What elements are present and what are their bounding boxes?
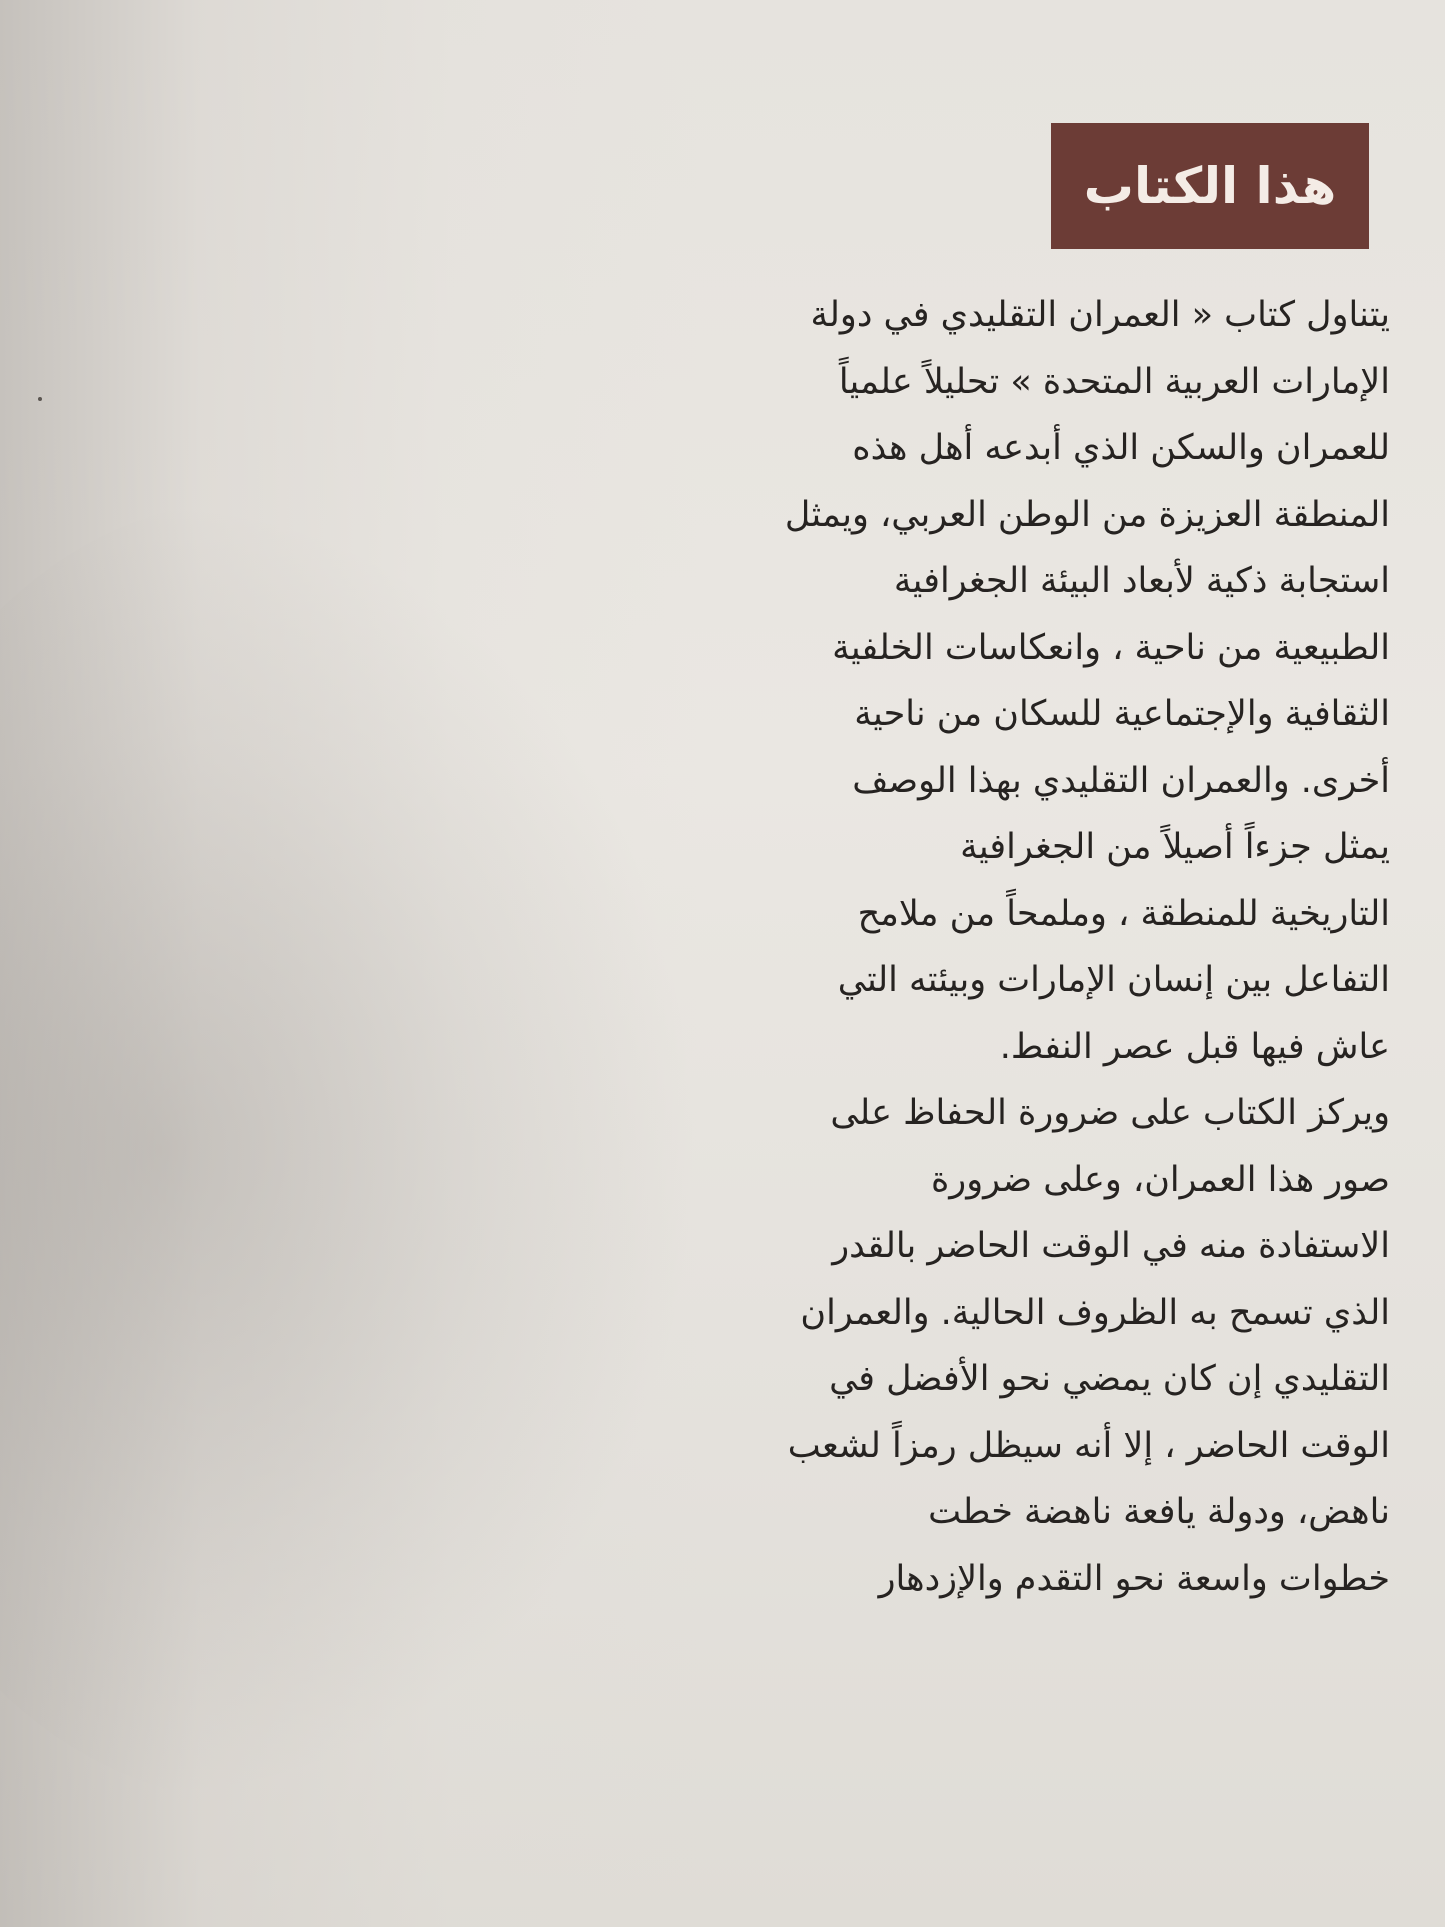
text-line: ويركز الكتاب على ضرورة الحفاظ على — [830, 1093, 1390, 1133]
text-line: الذي تسمح به الظروف الحالية. والعمران — [800, 1292, 1390, 1333]
body-paragraph — [760, 282, 1390, 1612]
paper-speck — [38, 397, 42, 401]
text-line: صور هذا العمران، وعلى ضرورة — [930, 1159, 1390, 1200]
text-line: يمثل جزءاً أصيلاً من الجغرافية — [960, 827, 1390, 867]
text-line: التقليدي إن كان يمضي نحو الأفضل في — [829, 1359, 1390, 1399]
text-line: الإمارات العربية المتحدة » تحليلاً علمياً — [838, 361, 1390, 402]
text-line: التاريخية للمنطقة ، وملمحاً من ملامح — [857, 893, 1390, 934]
text-line: للعمران والسكن الذي أبدعه أهل هذه — [852, 428, 1390, 468]
text-line: ناهض، ودولة يافعة ناهضة خطت — [928, 1492, 1390, 1532]
text-line: خطوات واسعة نحو التقدم والإزدهار — [878, 1558, 1390, 1599]
text-line: الثقافية والإجتماعية للسكان من ناحية — [854, 694, 1390, 734]
page-shadow — [0, 500, 700, 1800]
text-line: أخرى. والعمران التقليدي بهذا الوصف — [852, 760, 1390, 801]
text-line: الاستفادة منه في الوقت الحاضر بالقدر — [832, 1226, 1390, 1266]
page-title: هذا الكتاب — [1083, 157, 1337, 215]
text-line: يتناول كتاب « العمران التقليدي في دولة — [810, 295, 1390, 335]
text-line: استجابة ذكية لأبعاد البيئة الجغرافية — [893, 561, 1390, 601]
text-line: عاش فيها قبل عصر النفط. — [999, 1026, 1390, 1067]
heading-box — [1051, 123, 1369, 249]
text-line: الوقت الحاضر ، إلا أنه سيظل رمزاً لشعب — [787, 1425, 1390, 1466]
text-line: المنطقة العزيزة من الوطن العربي، ويمثل — [784, 494, 1390, 535]
text-line: التفاعل بين إنسان الإمارات وبيئته التي — [837, 960, 1390, 1000]
text-line: الطبيعية من ناحية ، وانعكاسات الخلفية — [832, 627, 1390, 668]
